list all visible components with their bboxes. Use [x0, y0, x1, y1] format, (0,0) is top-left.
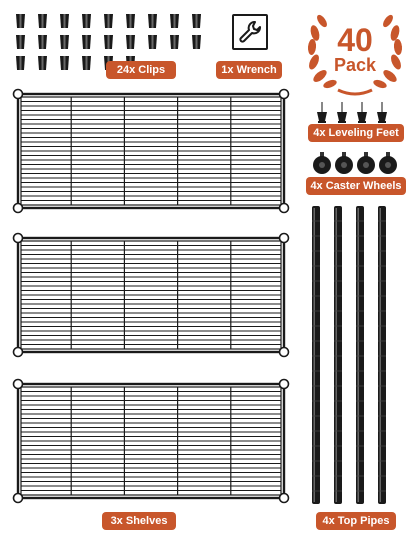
top-pipe	[312, 206, 320, 504]
clip	[192, 14, 201, 28]
clip	[170, 14, 179, 28]
clip	[38, 35, 47, 49]
leveling-feet	[312, 100, 396, 126]
wrench-icon	[232, 14, 268, 50]
wrench-label: 1x Wrench	[216, 61, 282, 79]
caster-wheel	[379, 152, 397, 174]
leveling-foot	[337, 102, 347, 123]
clip	[16, 35, 25, 49]
pack-count: 40	[337, 22, 373, 58]
top-pipe	[356, 206, 364, 504]
shelf-3	[10, 376, 292, 506]
clip	[148, 35, 157, 49]
shelf-1	[10, 86, 292, 216]
clip	[148, 14, 157, 28]
caster-wheel	[313, 152, 331, 174]
clip	[126, 14, 135, 28]
pack-word: Pack	[333, 55, 377, 75]
top-pipe	[378, 206, 386, 504]
caster-wheel	[335, 152, 353, 174]
leveling-foot	[357, 102, 367, 123]
clip	[82, 35, 91, 49]
top-pipes-label: 4x Top Pipes	[316, 512, 396, 530]
leveling-foot	[377, 102, 387, 123]
clip	[16, 14, 25, 28]
clip	[126, 35, 135, 49]
leveling-feet-label: 4x Leveling Feet	[308, 124, 404, 142]
clip	[104, 35, 113, 49]
clip	[104, 14, 113, 28]
shelves-label: 3x Shelves	[102, 512, 176, 530]
clip	[16, 56, 25, 70]
clip	[170, 35, 179, 49]
caster-wheel	[357, 152, 375, 174]
clip	[192, 35, 201, 49]
clips-label: 24x Clips	[106, 61, 176, 79]
clip	[82, 56, 91, 70]
top-pipes	[306, 204, 386, 508]
clip	[38, 14, 47, 28]
clip	[60, 56, 69, 70]
top-pipe	[334, 206, 342, 504]
clip	[60, 35, 69, 49]
leveling-foot	[317, 102, 327, 123]
caster-wheels	[310, 150, 400, 176]
clip	[38, 56, 47, 70]
pack-badge	[300, 4, 410, 104]
clip	[82, 14, 91, 28]
shelf-2	[10, 230, 292, 360]
caster-wheels-label: 4x Caster Wheels	[306, 177, 406, 195]
clip	[60, 14, 69, 28]
